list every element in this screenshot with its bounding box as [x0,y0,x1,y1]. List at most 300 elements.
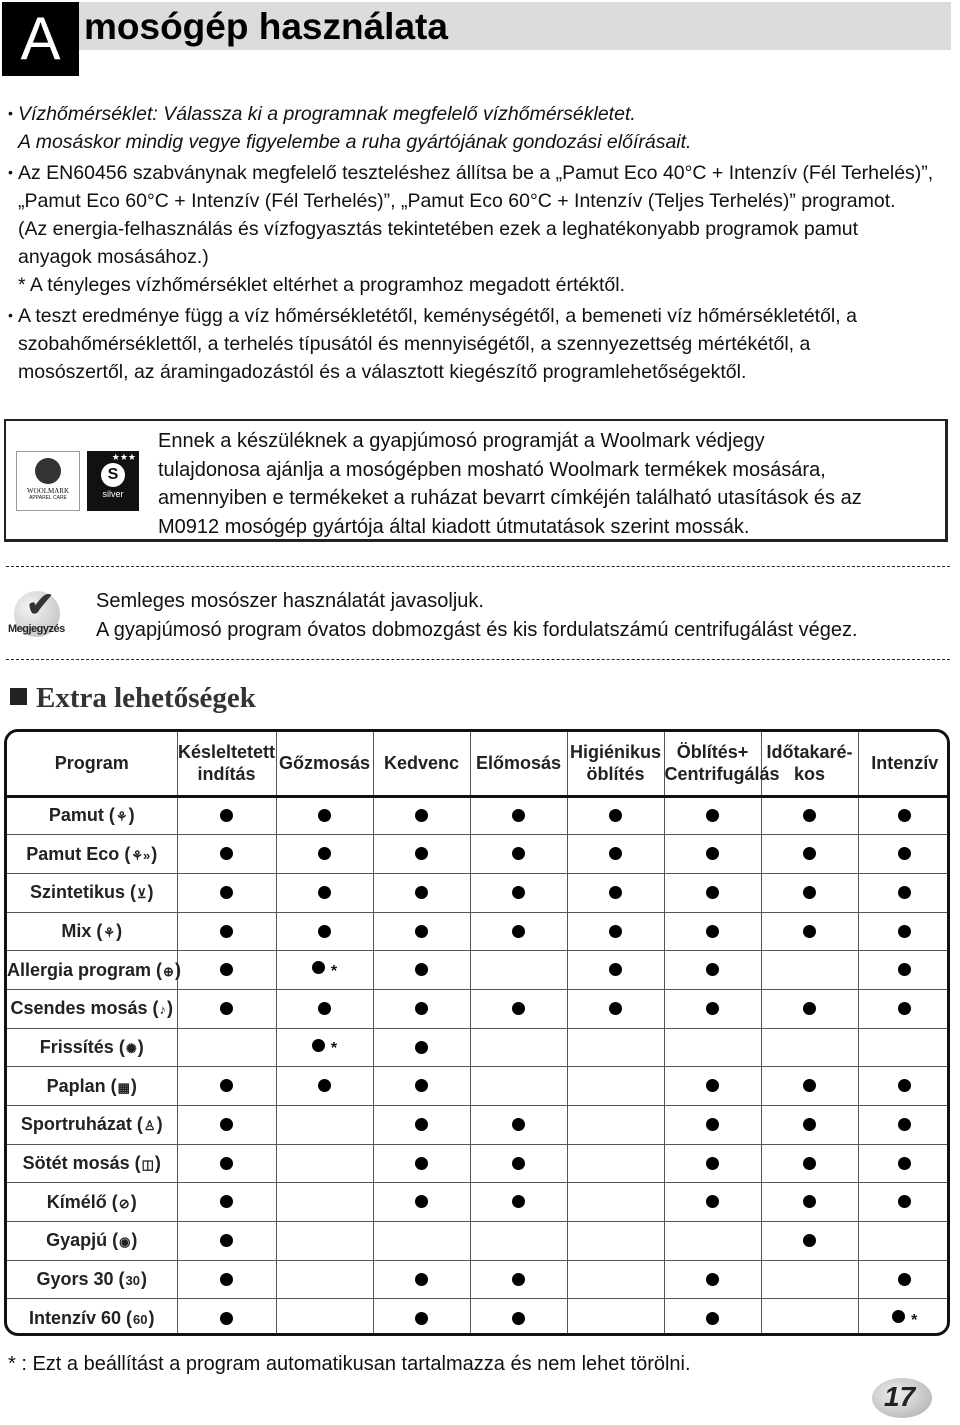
note-label: Megjegyzés [8,623,65,635]
option-cell [470,1067,567,1106]
available-dot-icon [898,963,911,976]
available-dot-icon [803,1157,816,1170]
wool-ball-icon [35,458,61,484]
woolmark-logo-text: WOOLMARK [27,487,69,495]
option-cell [761,912,858,951]
program-name-cell: Szintetikus (⊻) [7,873,177,912]
divider-top [6,566,950,567]
option-cell [761,873,858,912]
available-dot-icon [706,925,719,938]
available-dot-icon [706,1312,719,1325]
program-name: Paplan [46,1075,106,1096]
option-cell [373,1222,470,1261]
available-dot-icon [220,847,233,860]
program-name-cell: Gyapjú (◉) [7,1222,177,1261]
table-row [7,912,950,951]
option-cell [373,912,470,951]
woolmark-silver-logo [87,451,139,511]
table-row [7,873,950,912]
available-dot-icon [512,809,525,822]
table-row [7,1144,950,1183]
option-cell [858,796,950,835]
available-dot-icon [512,1118,525,1131]
woolmark-line: Ennek a készüléknek a gyapjúmosó programját a Woolmark védjegy [158,430,765,452]
available-dot-icon [803,925,816,938]
available-dot-icon [609,1002,622,1015]
option-cell [858,1183,950,1222]
program-name: Intenzív 60 [29,1308,122,1329]
option-cell [858,951,950,990]
program-name-cell: Allergia program (⊕) [7,951,177,990]
column-header-line: Késleltetett [177,742,276,763]
option-cell [276,912,373,951]
available-dot-icon [706,963,719,976]
table-row [7,835,950,874]
available-dot-icon [415,1273,428,1286]
option-cell [373,951,470,990]
available-dot-icon [803,1079,816,1092]
option-cell [276,1222,373,1261]
column-header-line: Kedvenc [383,753,460,774]
available-dot-icon [609,886,622,899]
option-cell [664,912,761,951]
option-cell [276,951,373,990]
options-table-grid [7,732,950,1336]
option-cell [276,1067,373,1106]
option-cell [567,1299,664,1336]
column-header-line: Előmosás [475,753,562,774]
column-header [7,732,177,796]
available-dot-icon [220,1118,233,1131]
footnote: * : Ezt a beállítást a program automatikusan tartalmazza és nem lehet törölni. [8,1353,691,1375]
option-cell [858,989,950,1028]
checkmark-icon: ✔ [26,586,55,624]
column-header-line: Program [54,753,129,774]
program-name: Gyapjú [46,1230,108,1251]
available-dot-icon [415,1041,428,1054]
option-cell [664,835,761,874]
auto-included-asterisk: * [911,1311,918,1329]
available-dot-icon [415,1118,428,1131]
available-dot-icon [318,1079,331,1092]
note-line: Semleges mosószer használatát javasoljuk. [96,590,484,612]
column-header [664,732,780,796]
option-cell [470,1299,567,1336]
program-icon: ♪ [159,1002,167,1018]
available-dot-icon [512,847,525,860]
column-header [858,732,950,796]
program-name-cell: Gyors 30 (30) [7,1260,177,1299]
option-cell [567,951,664,990]
available-dot-icon [512,886,525,899]
option-cell [373,873,470,912]
bullet-line: „Pamut Eco 60°C + Intenzív (Fél Terhelés)”, „Pamut Eco 60°C + Intenzív (Teljes Terhelés)” programot. [18,190,896,212]
available-dot-icon [415,963,428,976]
woolmark-line: amennyiben e termékeket a ruházat bevarrt címkéjén található utasítások és az [158,487,862,509]
option-cell [664,951,761,990]
option-cell [858,1299,950,1336]
column-header [177,732,276,796]
available-dot-icon [220,1002,233,1015]
available-dot-icon [220,1273,233,1286]
program-name: Sportruházat [20,1114,132,1135]
option-cell [567,796,664,835]
option-cell [761,1260,858,1299]
option-cell [664,1106,761,1145]
woolmark-box [4,419,948,542]
option-cell [567,989,664,1028]
program-name-cell: Sportruházat (♙) [7,1106,177,1145]
bullet-line: • Vízhőmérséklet: Válassza ki a programnak megfelelő vízhőmérsékletet. [18,103,636,125]
bullet-en60456 [8,159,943,299]
note-block [8,587,948,645]
option-cell [177,1260,276,1299]
option-cell [373,989,470,1028]
option-cell [664,873,761,912]
program-name: Szintetikus [29,882,125,903]
option-cell [470,1028,567,1067]
option-cell [177,796,276,835]
option-cell [276,1183,373,1222]
available-dot-icon [220,886,233,899]
option-cell [177,1299,276,1336]
table-row [7,1183,950,1222]
available-dot-icon [898,1002,911,1015]
option-cell [858,912,950,951]
option-cell [761,1144,858,1183]
available-dot-icon [220,809,233,822]
table-row [7,1028,950,1067]
available-dot-icon [220,1079,233,1092]
program-icon: ◫ [141,1157,154,1173]
auto-included-asterisk: * [330,963,338,981]
option-cell [470,796,567,835]
option-cell [373,1028,470,1067]
option-cell [470,1222,567,1261]
option-cell [276,835,373,874]
available-dot-icon [706,886,719,899]
option-cell [761,1183,858,1222]
program-icon: ⊻ [137,886,147,902]
column-header-line: kos [793,764,826,785]
program-name-cell: Paplan (▦) [7,1067,177,1106]
bullet-line: * A tényleges vízhőmérséklet eltérhet a programhoz megadott értéktől. [18,274,625,296]
table-row [7,1260,950,1299]
option-cell [470,873,567,912]
available-dot-icon [415,1195,428,1208]
bullet-water-temperature [8,100,943,156]
bullet-line: mosószertől, az áramingadozástól és a választott kiegészítő programlehetőségektől. [18,361,747,383]
page-header [0,0,952,80]
option-cell [470,1144,567,1183]
program-name: Frissítés [39,1036,114,1057]
section-heading [10,682,256,715]
available-dot-icon [415,809,428,822]
column-header-line: Időtakaré- [766,742,853,763]
option-cell [567,835,664,874]
option-cell [664,1144,761,1183]
option-cell [664,1067,761,1106]
section-title: Extra lehetőségek [36,682,256,714]
program-icon: ⚘ [115,809,128,825]
option-cell [761,835,858,874]
option-cell [664,1222,761,1261]
column-header [470,732,567,796]
available-dot-icon [512,1157,525,1170]
program-name: Kímélő [46,1191,107,1212]
option-cell [858,1222,950,1261]
bullet-line: A mosáskor mindig vegye figyelembe a ruha gyártójának gondozási előírásait. [18,131,692,153]
available-dot-icon [898,1157,911,1170]
option-cell [567,1260,664,1299]
available-dot-icon [220,963,233,976]
option-cell [470,951,567,990]
option-cell [761,1067,858,1106]
options-table [4,729,950,1336]
available-dot-icon [898,809,911,822]
program-name-cell: Csendes mosás (♪) [7,989,177,1028]
option-cell [567,912,664,951]
column-header [567,732,664,796]
table-row [7,951,950,990]
program-icon: ✺ [125,1040,137,1056]
option-cell [858,835,950,874]
program-icon: ⊘ [118,1195,130,1211]
available-dot-icon [512,1312,525,1325]
woolmark-line: M0912 mosógép gyártója által kiadott útmutatások szerint mossák. [158,515,750,538]
program-icon: ⚘» [131,847,151,863]
option-cell [177,835,276,874]
program-name-cell: Sötét mosás (◫) [7,1144,177,1183]
available-dot-icon [803,809,816,822]
available-dot-icon [220,1312,233,1325]
table-row [7,796,950,835]
available-dot-icon [220,1157,233,1170]
program-name-cell: Frissítés (✺) [7,1028,177,1067]
option-cell [373,1299,470,1336]
option-cell [373,835,470,874]
available-dot-icon [898,1195,911,1208]
program-icon: 30 [125,1273,140,1289]
available-dot-icon [415,886,428,899]
available-dot-icon [898,1079,911,1092]
available-dot-icon [415,925,428,938]
option-cell [567,1222,664,1261]
available-dot-icon [898,1118,911,1131]
available-dot-icon [706,809,719,822]
option-cell [177,989,276,1028]
available-dot-icon [706,1195,719,1208]
program-icon: ♙ [143,1118,156,1134]
option-cell [276,1260,373,1299]
option-cell [276,989,373,1028]
bullet-test-results [8,302,943,386]
option-cell [470,989,567,1028]
available-dot-icon [892,1310,905,1323]
program-name-cell: Pamut Eco (⚘») [7,835,177,874]
available-dot-icon [803,847,816,860]
available-dot-icon [706,847,719,860]
woolmark-logo [16,451,80,511]
option-cell [276,1106,373,1145]
option-cell [664,796,761,835]
bullet-line: • Az EN60456 szabványnak megfelelő teszteléshez állítsa be a „Pamut Eco 40°C + Intenzív (Fél Terhelés)”, [18,162,934,184]
option-cell [664,1299,761,1336]
option-cell [276,1299,373,1336]
program-name-cell: Mix (⚘) [7,912,177,951]
table-row [7,989,950,1028]
option-cell [761,1106,858,1145]
option-cell [858,1028,950,1067]
option-cell [276,1028,373,1067]
available-dot-icon [706,1079,719,1092]
option-cell [177,1183,276,1222]
program-name-cell: Kímélő (⊘) [7,1183,177,1222]
chapter-letter: A [2,2,79,76]
available-dot-icon [706,1002,719,1015]
available-dot-icon [898,886,911,899]
available-dot-icon [220,1234,233,1247]
woolmark-text [158,427,943,541]
available-dot-icon [512,1002,525,1015]
option-cell [276,796,373,835]
option-cell [177,873,276,912]
option-cell [567,1144,664,1183]
option-cell [761,1222,858,1261]
option-cell [177,1222,276,1261]
option-cell [276,873,373,912]
option-cell [567,1067,664,1106]
available-dot-icon [318,809,331,822]
column-header-line: Gőzmosás [278,753,371,774]
table-body [7,796,950,1336]
option-cell [373,1260,470,1299]
option-cell [858,1067,950,1106]
woolmark-line: tulajdonosa ajánlja a mosógépben mosható Woolmark termékek mosására, [158,458,826,481]
program-name: Sötét mosás [22,1153,130,1174]
available-dot-icon [220,1195,233,1208]
page-number-badge [872,1378,932,1418]
option-cell [761,951,858,990]
program-icon: ⊕ [163,963,174,979]
bullet-line: • A teszt eredménye függ a víz hőmérsékletétől, keménységétől, a bemeneti víz hőmérsékletétől, a [18,305,857,327]
option-cell [858,873,950,912]
available-dot-icon [898,925,911,938]
program-name: Allergia program [7,959,152,980]
page-title: mosógép használata [84,6,448,47]
available-dot-icon [803,1118,816,1131]
program-icon: ⚘ [103,924,116,940]
option-cell [373,796,470,835]
column-header-line: Öblítés+ [676,742,749,763]
available-dot-icon [609,809,622,822]
column-header-line: Centrifugálás [664,764,780,785]
available-dot-icon [803,1002,816,1015]
available-dot-icon [803,886,816,899]
info-bullets [8,100,943,389]
option-cell [858,1144,950,1183]
table-row [7,1067,950,1106]
option-cell [664,989,761,1028]
option-cell [276,1144,373,1183]
program-name-cell: Pamut (⚘) [7,796,177,835]
available-dot-icon [609,925,622,938]
bullet-line: anyagok mosásához.) [18,246,209,268]
silver-label: silver [102,489,124,499]
option-cell [664,1028,761,1067]
option-cell [567,1106,664,1145]
available-dot-icon [898,1273,911,1286]
note-line: A gyapjúmosó program óvatos dobmozgást és kis fordulatszámú centrifugálást végez. [96,619,858,641]
table-row [7,1299,950,1336]
program-icon: 60 [133,1312,148,1328]
available-dot-icon [609,847,622,860]
available-dot-icon [318,847,331,860]
available-dot-icon [512,1273,525,1286]
available-dot-icon [803,1234,816,1247]
option-cell [177,1028,276,1067]
option-cell [761,1299,858,1336]
auto-included-asterisk: * [330,1040,338,1058]
option-cell [373,1067,470,1106]
option-cell [761,1028,858,1067]
option-cell [470,1260,567,1299]
stars-icon: ★★★ [111,452,136,462]
available-dot-icon [415,1312,428,1325]
program-icon: ▦ [117,1079,130,1095]
note-text [96,587,858,645]
option-cell [858,1260,950,1299]
available-dot-icon [318,1002,331,1015]
available-dot-icon [609,963,622,976]
available-dot-icon [318,925,331,938]
option-cell [567,1028,664,1067]
program-name-cell: Intenzív 60 (60) [7,1299,177,1336]
option-cell [373,1183,470,1222]
option-cell [177,1067,276,1106]
available-dot-icon [318,886,331,899]
bullet-line: szobahőmérséklettől, a terhelés típusától és mennyiségétől, a szennyezettség mértékétől, a [18,333,811,355]
option-cell [858,1106,950,1145]
page-number: 17 [884,1381,916,1412]
option-cell [470,912,567,951]
note-badge [8,586,65,643]
option-cell [177,912,276,951]
option-cell [470,835,567,874]
available-dot-icon [512,925,525,938]
program-name: Mix [61,920,92,941]
option-cell [761,796,858,835]
column-header [373,732,470,796]
option-cell [567,1183,664,1222]
available-dot-icon [898,847,911,860]
available-dot-icon [803,1195,816,1208]
column-header-line: Intenzív [871,753,939,774]
option-cell [664,1183,761,1222]
program-name: Gyors 30 [36,1269,114,1290]
option-cell [177,1106,276,1145]
option-cell [373,1144,470,1183]
available-dot-icon [706,1118,719,1131]
option-cell [664,1260,761,1299]
column-header-line: indítás [197,764,256,785]
program-name: Csendes mosás [10,998,148,1019]
available-dot-icon [415,1079,428,1092]
option-cell [567,873,664,912]
square-bullet-icon [10,688,27,705]
program-name: Pamut Eco [26,843,120,864]
table-row [7,1106,950,1145]
